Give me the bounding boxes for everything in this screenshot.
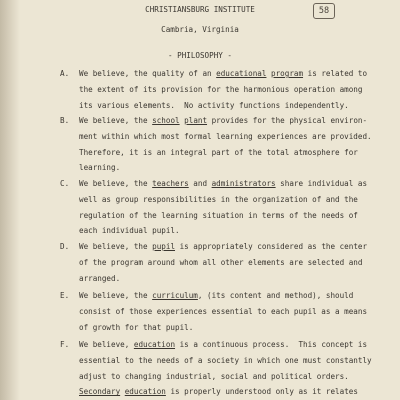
underlined-term: educational (216, 69, 267, 78)
line-text: We believe, the (79, 291, 153, 300)
paragraph-line (79, 308, 367, 316)
paragraph-line (79, 196, 358, 204)
paragraph-line (79, 149, 358, 157)
underlined-term: plant (184, 116, 208, 125)
paragraph-line (79, 227, 180, 235)
underlined-term: curriculum (152, 291, 198, 300)
underlined-term: Secondary (79, 387, 121, 397)
paragraph-line (79, 259, 362, 267)
line-text: is properly understood only as it relates (165, 387, 358, 397)
line-text: We believe, (79, 340, 134, 349)
line-text: adjust to changing industrial, social and political orders. (79, 371, 349, 381)
line-text: of growth for that pupil. (79, 322, 194, 332)
paragraph-line (79, 341, 367, 349)
item-letter: F. (60, 340, 70, 349)
item-letter: B. (60, 116, 70, 125)
line-text: regulation of the learning situation in terms of the needs of (79, 210, 358, 220)
underlined-term: school (152, 116, 180, 125)
line-text: its various elements. No activity functions independently. (79, 100, 349, 110)
paragraph-line (79, 275, 120, 283)
line-text: well as group responsibilities in the organization of and the (79, 194, 358, 204)
paragraph-line (79, 70, 367, 78)
paragraph-line (79, 373, 349, 381)
page-number: 58 (313, 3, 335, 19)
paragraph-line (79, 324, 193, 332)
underlined-term: education (124, 387, 166, 397)
line-text: , (its content and method), should (197, 291, 354, 300)
line-text: We believe, the (79, 179, 153, 188)
line-text: learning. (79, 163, 121, 173)
line-text: ment within which most formal learning experiences are provided. (79, 131, 372, 141)
paragraph-line (79, 180, 367, 188)
institution-location: Cambria, Virginia (161, 25, 239, 34)
line-text: We believe, the (79, 116, 153, 125)
paragraph-line (79, 292, 353, 300)
paragraph-line (79, 212, 358, 220)
line-text: share individual as (275, 179, 368, 188)
underlined-term: program (271, 69, 304, 78)
page-edge-shadow (0, 0, 20, 400)
section-title: - PHILOSOPHY - (167, 51, 232, 60)
paragraph-line (79, 164, 120, 172)
line-text: is appropriately considered as the center (175, 242, 368, 251)
line-text: is a continuous process. This concept is (175, 340, 368, 349)
institution-title: CHRISTIANSBURG INSTITUTE (145, 5, 255, 14)
item-letter: A. (60, 69, 70, 78)
line-text: We believe, the quality of an (79, 69, 217, 78)
underlined-term: teachers (152, 179, 189, 188)
underlined-term: administrators (211, 179, 276, 188)
item-letter: D. (60, 242, 70, 251)
paragraph-line (79, 117, 367, 125)
paragraph-line (79, 133, 372, 141)
paragraph-line (79, 357, 372, 365)
paragraph-line (79, 86, 362, 94)
line-text: of the program around whom all other elements are selected and (79, 257, 363, 267)
paragraph-line (79, 388, 358, 396)
paragraph-line (79, 243, 367, 251)
line-text: is related to (303, 69, 368, 78)
line-text: consist of those experiences essential to each pupil as a means (79, 306, 368, 316)
line-text: Therefore, it is an integral part of the total atmosphere for (79, 147, 358, 157)
line-text: We believe, the (79, 242, 153, 251)
item-letter: C. (60, 179, 70, 188)
underlined-term: pupil (152, 242, 176, 251)
item-letter: E. (60, 291, 70, 300)
line-text: arranged. (79, 273, 121, 283)
line-text: and (188, 179, 212, 188)
underlined-term: education (133, 340, 176, 349)
line-text: provides for the physical environ- (207, 116, 368, 125)
line-text: the extent of its provision for the harmonious operation among (79, 84, 363, 94)
line-text: each individual pupil. (79, 226, 180, 236)
paragraph-line (79, 102, 349, 110)
line-text: essential to the needs of a society in which one must constantly (79, 355, 372, 365)
